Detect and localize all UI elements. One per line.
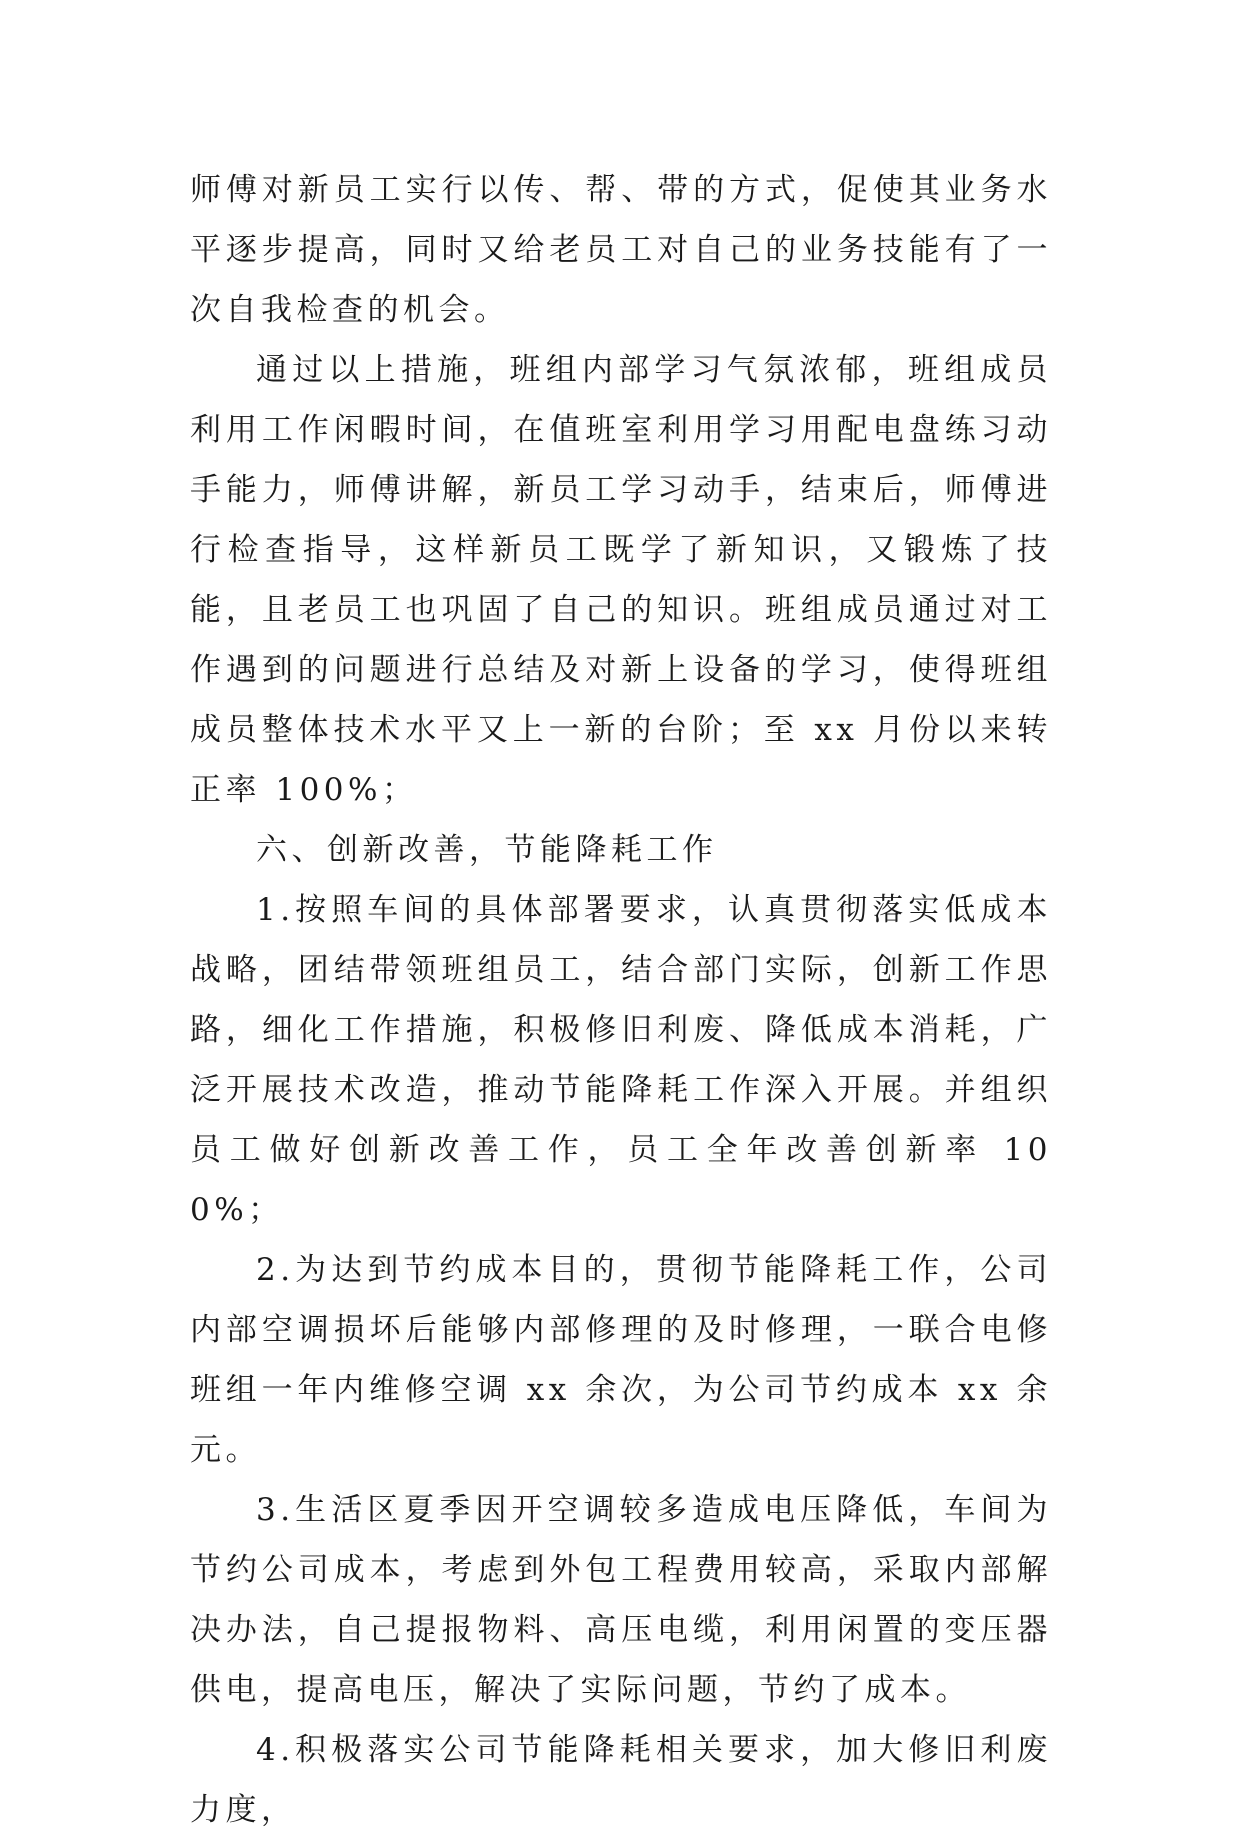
paragraph-item-3: 3.生活区夏季因开空调较多造成电压降低，车间为节约公司成本，考虑到外包工程费用较高，采取内部解决办法，自己提报物料、高压电缆，利用闲置的变压器供电，提高电压，解决了实际问题，节约了成本。 bbox=[190, 1492, 1052, 1708]
document-body bbox=[190, 160, 1052, 1840]
paragraph-1: 师傅对新员工实行以传、帮、带的方式，促使其业务水平逐步提高，同时又给老员工对自己的业务技能有了一次自我检查的机会。 bbox=[190, 172, 1052, 328]
paragraph-2: 通过以上措施，班组内部学习气氛浓郁，班组成员利用工作闲暇时间，在值班室利用学习用配电盘练习动手能力，师傅讲解，新员工学习动手，结束后，师傅进行检查指导，这样新员工既学了新知识，又锻炼了技能，且老员工也巩固了自己的知识。班组成员通过对工作遇到的问题进行总结及对新上设备的学习，使得班组成员整体技术水平又上一新的台阶；至 xx 月份以来转正率 100%； bbox=[190, 352, 1052, 808]
section-heading-6: 六、创新改善，节能降耗工作 bbox=[256, 832, 718, 868]
paragraph-item-1: 1.按照车间的具体部署要求，认真贯彻落实低成本战略，团结带领班组员工，结合部门实际，创新工作思路，细化工作措施，积极修旧利废、降低成本消耗，广泛开展技术改造，推动节能降耗工作深入开展。并组织员工做好创新改善工作，员工全年改善创新率 100%； bbox=[190, 892, 1052, 1228]
paragraph-item-4: 4.积极落实公司节能降耗相关要求，加大修旧利废力度， bbox=[190, 1732, 1052, 1828]
paragraph-item-2: 2.为达到节约成本目的，贯彻节能降耗工作，公司内部空调损坏后能够内部修理的及时修理，一联合电修班组一年内维修空调 xx 余次，为公司节约成本 xx 余元。 bbox=[190, 1252, 1052, 1468]
